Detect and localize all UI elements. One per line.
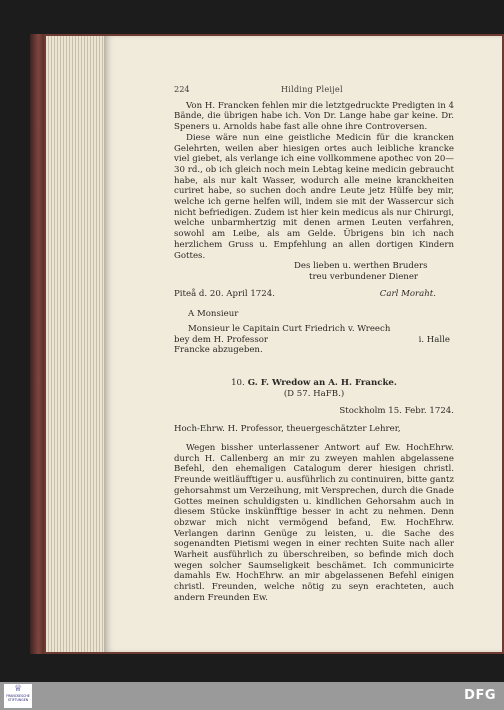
place-date-row <box>174 289 454 300</box>
francke-logo-text: FRANCKESCHE STIFTUNGEN <box>6 694 30 702</box>
address-line-1: A Monsieur <box>188 309 239 320</box>
francke-emblem-icon: ♕ <box>13 684 23 694</box>
letter-body: Wegen bissher unterlassener Antwort auf Ew. HochEhrw. durch H. Callenberg an mir zu zweyen mahlen abgelassene Befehl, den ehemaligen Catalogum derer hiesigen christl. Freunde weitläufftiger u. ausführlich zu continuiren, bitte gantz gehorsahmst um Verzeihung, mit Versprechen, durch die Gnade Gottes meinen schuldigsten u. kindlichen Gehorsahm auch in diesem Stücke inskünfftige besser in acht zu nehmen. Denn obzwar mich nicht vermögend befand, Ew. HochEhrw. Verlangen darinn Genüge zu leisten, u. die Sache des sogenandten Pietismi wegen in einer rechten Suite nach aller Warheit ausführlich zu überschreiben, so befinde mich doch wegen solcher Saumseligkeit beschämet. Ich communicirte damahls Ew. HochEhrw. an mir abgelassenen Befehl einigen christl. Freunden, welche nötig zu seyn erachteten, auch andern Freunden Ew. <box>174 442 454 603</box>
address-line-4: Francke abzugeben. <box>174 345 263 356</box>
address-line-3-left: bey dem H. Professor <box>174 334 269 345</box>
francke-logo <box>4 684 32 708</box>
paragraph-1: Von H. Francken fehlen mir die letztgedruckte Predigten in 4 Bände, die übrigen habe ich. Von Dr. Lange habe gar keine. Dr. Speners u. Arnolds habe fast alle ohne ihre Controversen. <box>174 100 454 133</box>
letter-source: (D 57. HaFB.) <box>283 388 345 399</box>
letter-title: G. F. Wredow an A. H. Francke. <box>247 378 397 389</box>
page-text <box>174 84 454 604</box>
page-edges <box>46 36 106 652</box>
letter-salutation: Hoch-Ehrw. H. Professor, theuergeschätzter Lehrer, <box>174 424 401 435</box>
dfg-logo: DFG <box>464 688 496 703</box>
running-header <box>174 84 454 95</box>
signature: Carl Moraht. <box>379 288 436 299</box>
address-line-3-right: i. Halle <box>418 334 450 345</box>
letter-place-date: Stockholm 15. Febr. 1724. <box>339 405 454 416</box>
letter-number: 10. <box>231 378 245 389</box>
closing-line-1: Des lieben u. werthen Bruders <box>294 261 428 272</box>
running-title: Hilding Pleijel <box>280 84 343 94</box>
address-line-2: Monsieur le Capitain Curt Friedrich v. Wreech <box>188 324 391 335</box>
book-page <box>104 36 502 652</box>
paragraph-2: Diese wäre nun eine geistliche Medicin für die krancken Gelehrten, weilen aber hiesigen ortes auch leibliche krancke viel giebet, als verlange ich eine vollkommene apothec von 20—30 rd., ob ich gleich noch mein Lebtag keine medicin gebraucht habe, als nur kalt Wasser, wodurch alle meine kranckheiten curiret habe, so suchen doch andre Leute jetz Hülfe bey mir, welche ich gerne helfen will, indem sie mit der Wassercur sich nicht befriedigen. Zudem ist hier kein medicus als nur Chirurgi, welche unbarmhertzig mit denen armen Leuten verfahren, sowohl am Leibe, als am Gelde. Übrigens bin ich nach herzlichem Gruss u. Empfehlung an allen dortigen Kindern Gottes. <box>174 132 454 261</box>
closing-line-2: treu verbundener Diener <box>309 271 419 282</box>
page-number: 224 <box>174 84 190 94</box>
place-date: Piteå d. 20. April 1724. <box>174 288 275 299</box>
address-line-3 <box>174 335 454 346</box>
letter-heading <box>174 378 454 389</box>
viewer-footer <box>0 682 504 710</box>
book-spine <box>30 34 44 654</box>
